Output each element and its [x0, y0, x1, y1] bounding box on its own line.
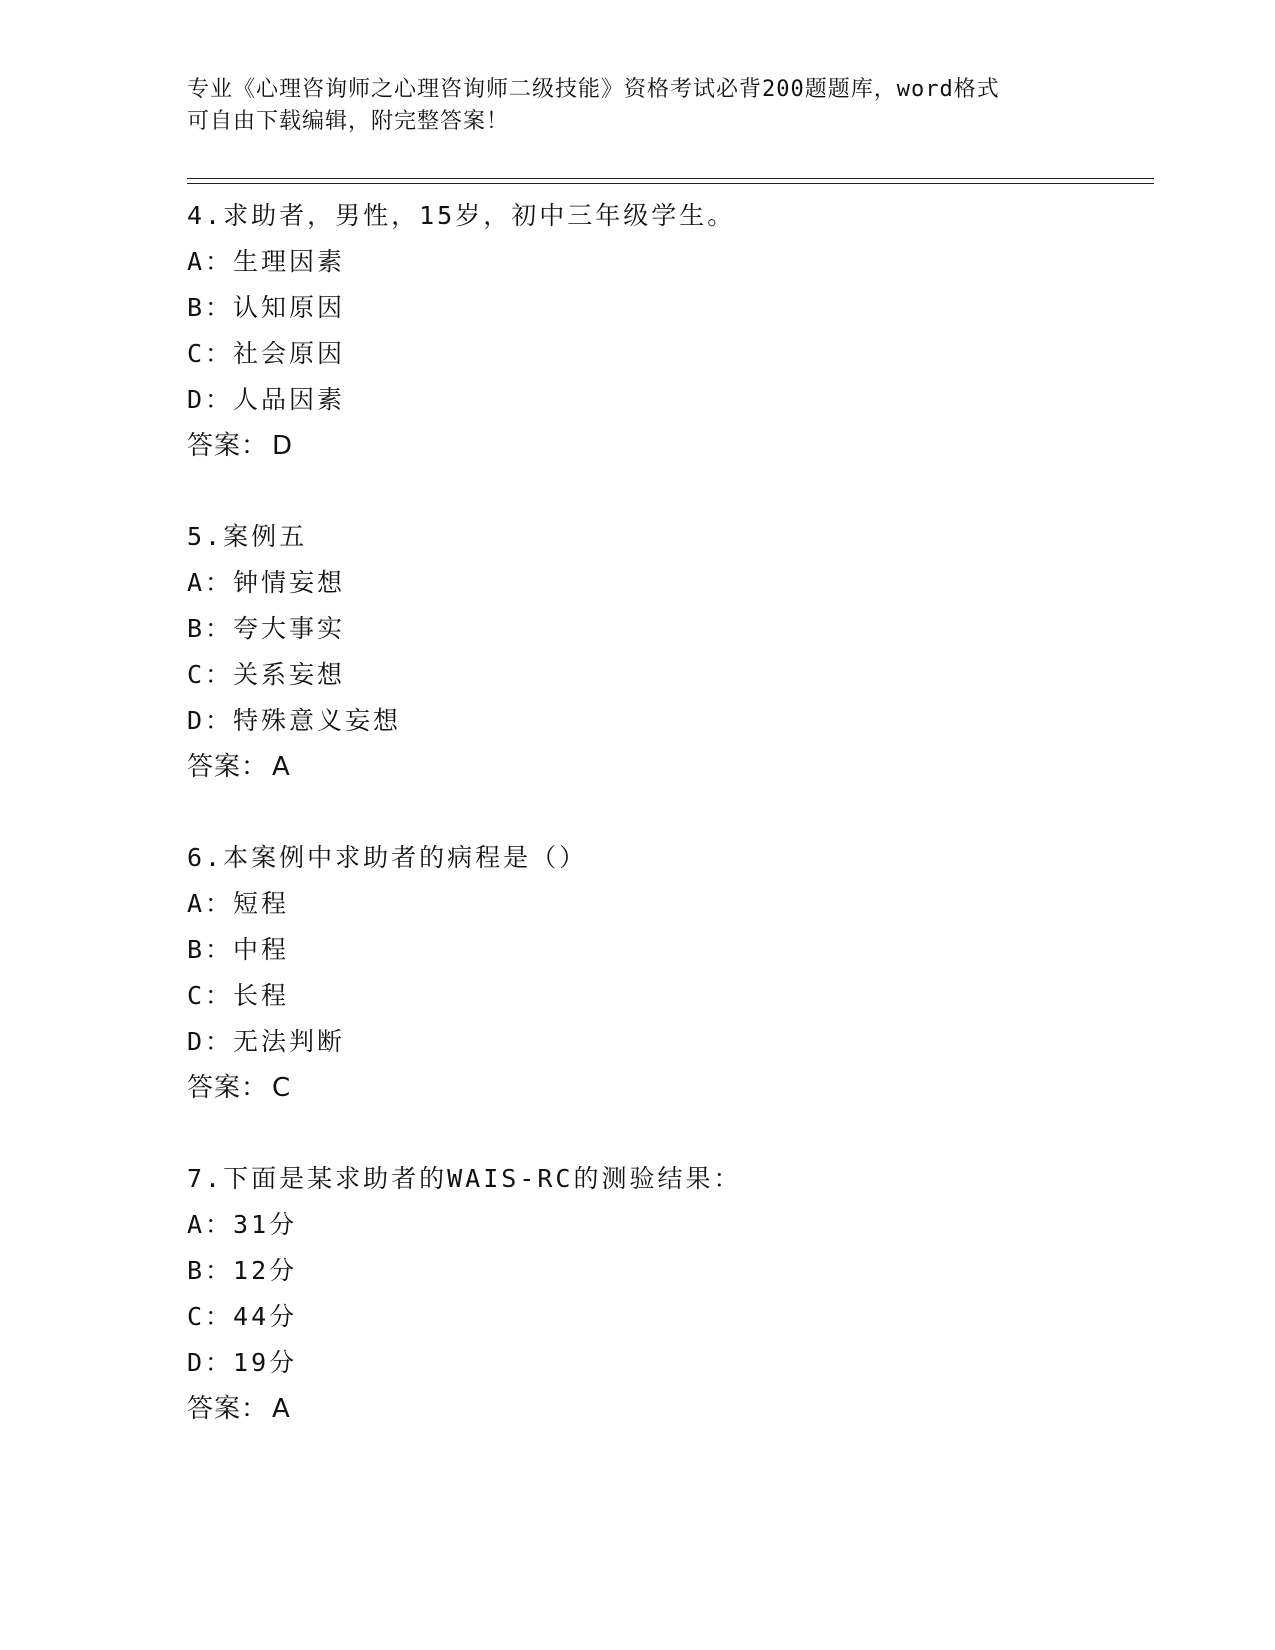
- question-text: 6.本案例中求助者的病程是（）: [187, 843, 588, 872]
- answer-value: D: [272, 431, 294, 461]
- option-d: D：特殊意义妄想: [187, 706, 402, 735]
- option-b: B：中程: [187, 935, 290, 964]
- option-d: D：人品因素: [187, 385, 346, 414]
- question-item: [187, 193, 1147, 469]
- option-d: D：19分: [187, 1348, 298, 1377]
- option-c: C：关系妄想: [187, 660, 346, 689]
- option-a: A：钟情妄想: [187, 568, 346, 597]
- answer-line: [187, 1065, 1147, 1111]
- option-b: B：12分: [187, 1256, 298, 1285]
- option-c: C：长程: [187, 981, 290, 1010]
- answer-value: C: [272, 1073, 292, 1103]
- answer-value: A: [272, 1394, 291, 1424]
- question-item: [187, 514, 1147, 790]
- header-line-1: 专业《心理咨询师之心理咨询师二级技能》资格考试必背200题题库，word格式: [187, 77, 1000, 102]
- answer-label: 答案：: [187, 1073, 269, 1103]
- header-line-2: 可自由下载编辑，附完整答案！: [187, 109, 510, 134]
- option-c: C：44分: [187, 1302, 298, 1331]
- option-b: B：夸大事实: [187, 614, 346, 643]
- question-text: 4.求助者，男性，15岁，初中三年级学生。: [187, 201, 736, 230]
- question-text: 5.案例五: [187, 522, 308, 551]
- question-item: [187, 1156, 1147, 1432]
- answer-line: [187, 423, 1147, 469]
- answer-label: 答案：: [187, 431, 269, 461]
- option-a: A：生理因素: [187, 247, 346, 276]
- header-divider-top: [187, 178, 1154, 179]
- document-header: [187, 74, 1087, 138]
- header-divider-bottom: [187, 183, 1154, 184]
- option-a: A：31分: [187, 1210, 298, 1239]
- answer-line: [187, 744, 1147, 790]
- option-a: A：短程: [187, 889, 290, 918]
- answer-value: A: [272, 752, 291, 782]
- answer-line: [187, 1386, 1147, 1432]
- answer-label: 答案：: [187, 752, 269, 782]
- option-b: B：认知原因: [187, 293, 346, 322]
- answer-label: 答案：: [187, 1394, 269, 1424]
- option-c: C：社会原因: [187, 339, 346, 368]
- question-text: 7.下面是某求助者的WAIS-RC的测验结果：: [187, 1164, 742, 1193]
- question-list: [187, 193, 1147, 1432]
- question-item: [187, 835, 1147, 1111]
- option-d: D：无法判断: [187, 1027, 346, 1056]
